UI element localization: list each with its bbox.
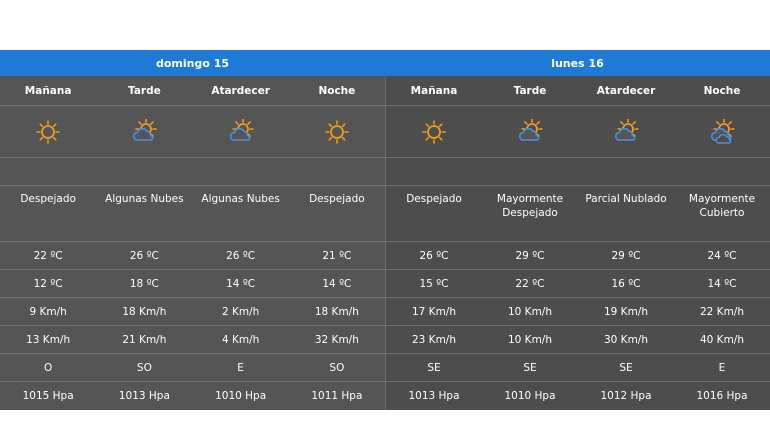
temp-min: 15 ºC <box>419 277 449 290</box>
pressure-row <box>386 382 770 410</box>
temp-min: 14 ºC <box>707 277 737 290</box>
wind-direction: E <box>237 361 244 374</box>
wind-gust-row <box>0 326 385 354</box>
wind-gust: 32 Km/h <box>314 333 359 346</box>
pressure: 1010 Hpa <box>504 390 556 402</box>
temp-min: 14 ºC <box>226 277 256 290</box>
temp-max: 29 ºC <box>611 249 641 262</box>
wind-gust: 13 Km/h <box>26 333 71 346</box>
wind-speed: 9 Km/h <box>29 305 67 318</box>
pressure: 1013 Hpa <box>118 390 170 402</box>
wind-direction: O <box>43 361 53 374</box>
condition-text-row <box>0 186 385 242</box>
temp-max: 29 ºC <box>515 249 545 262</box>
condition-line: Despejado <box>20 193 76 205</box>
temp-min: 22 ºC <box>515 277 545 290</box>
blank-row <box>386 158 770 186</box>
icon-row <box>386 106 770 158</box>
wind-gust: 10 Km/h <box>507 333 552 346</box>
condition-line: Algunas Nubes <box>201 193 280 205</box>
sun-icon <box>0 106 96 157</box>
cloud-sun-icon <box>193 106 289 157</box>
period-label: Tarde <box>128 84 161 97</box>
wind-direction-row <box>0 354 385 382</box>
pressure: 1010 Hpa <box>215 390 267 402</box>
wind-gust: 40 Km/h <box>699 333 744 346</box>
wind-speed: 17 Km/h <box>411 305 456 318</box>
wind-direction: SO <box>136 361 152 374</box>
blank <box>96 158 192 185</box>
forecast-table <box>0 50 770 410</box>
wind-speed: 19 Km/h <box>603 305 648 318</box>
temp-max-row <box>0 242 385 270</box>
period-label: Mañana <box>410 84 458 97</box>
temp-max: 21 ºC <box>322 249 352 262</box>
condition-text-row <box>386 186 770 242</box>
wind-direction: SO <box>329 361 345 374</box>
condition-text <box>482 186 578 220</box>
condition-line: Despejado <box>309 193 365 205</box>
wind-speed: 22 Km/h <box>699 305 744 318</box>
wind-direction: SE <box>619 361 633 374</box>
pressure: 1012 Hpa <box>600 390 652 402</box>
blank <box>482 158 578 185</box>
temp-min-row <box>386 270 770 298</box>
temp-max: 22 ºC <box>33 249 63 262</box>
period-label: Tarde <box>513 84 547 97</box>
period-label: Noche <box>703 84 741 97</box>
period-label-row <box>0 76 385 106</box>
blank <box>674 158 770 185</box>
blank <box>193 158 289 185</box>
wind-direction: SE <box>523 361 537 374</box>
clouds-sun-icon <box>674 106 770 157</box>
condition-line: Mayormente <box>496 193 564 205</box>
temp-max: 26 ºC <box>226 249 256 262</box>
condition-text <box>193 186 289 206</box>
period-label: Atardecer <box>211 84 270 97</box>
wind-speed: 2 Km/h <box>221 305 260 318</box>
condition-text <box>674 186 770 220</box>
temp-min: 14 ºC <box>322 277 352 290</box>
blank-row <box>0 158 385 186</box>
sun-icon <box>386 106 482 157</box>
condition-line: Algunas Nubes <box>105 193 184 205</box>
wind-speed-row <box>0 298 385 326</box>
wind-speed-row <box>386 298 770 326</box>
wind-gust: 21 Km/h <box>122 333 167 346</box>
wind-direction-row <box>386 354 770 382</box>
cloud-sun-icon <box>96 106 192 157</box>
pressure: 1015 Hpa <box>22 390 74 402</box>
condition-line: Cubierto <box>699 207 745 219</box>
day-column <box>0 76 385 410</box>
condition-text <box>386 186 482 206</box>
blank <box>0 158 96 185</box>
temp-max-row <box>386 242 770 270</box>
wind-gust: 30 Km/h <box>603 333 648 346</box>
wind-gust-row <box>386 326 770 354</box>
day-header: domingo 15 <box>155 56 230 70</box>
condition-text <box>96 186 192 206</box>
period-label: Atardecer <box>596 84 656 97</box>
sun-icon <box>289 106 385 157</box>
condition-text <box>289 186 385 206</box>
condition-line: Despejado <box>502 207 558 219</box>
period-label: Mañana <box>24 84 72 97</box>
icon-row <box>0 106 385 158</box>
condition-line: Despejado <box>406 193 462 205</box>
temp-min: 16 ºC <box>611 277 641 290</box>
day-header-row <box>0 50 770 76</box>
day-header: lunes 16 <box>551 56 604 70</box>
condition-line: Mayormente <box>688 193 756 205</box>
wind-speed: 10 Km/h <box>507 305 552 318</box>
temp-min-row <box>0 270 385 298</box>
forecast-grid <box>0 76 770 410</box>
condition-line: Parcial Nublado <box>585 193 667 205</box>
pressure: 1013 Hpa <box>408 390 460 402</box>
blank <box>386 158 482 185</box>
wind-direction: E <box>718 361 726 374</box>
cloud-sun-icon <box>578 106 674 157</box>
temp-max: 26 ºC <box>419 249 449 262</box>
period-label: Noche <box>318 84 356 97</box>
day-column <box>385 76 770 410</box>
pressure-row <box>0 382 385 410</box>
cloud-sun-icon <box>482 106 578 157</box>
pressure: 1011 Hpa <box>311 390 363 402</box>
blank <box>578 158 674 185</box>
wind-speed: 18 Km/h <box>122 305 167 318</box>
temp-min: 18 ºC <box>129 277 159 290</box>
pressure: 1016 Hpa <box>696 390 748 402</box>
wind-direction: SE <box>427 361 441 374</box>
temp-max: 26 ºC <box>129 249 159 262</box>
temp-max: 24 ºC <box>707 249 737 262</box>
wind-gust: 23 Km/h <box>411 333 456 346</box>
temp-min: 12 ºC <box>33 277 63 290</box>
blank <box>289 158 385 185</box>
wind-speed: 18 Km/h <box>314 305 359 318</box>
condition-text <box>0 186 96 206</box>
condition-text <box>578 186 674 206</box>
period-label-row <box>386 76 770 106</box>
wind-gust: 4 Km/h <box>221 333 260 346</box>
